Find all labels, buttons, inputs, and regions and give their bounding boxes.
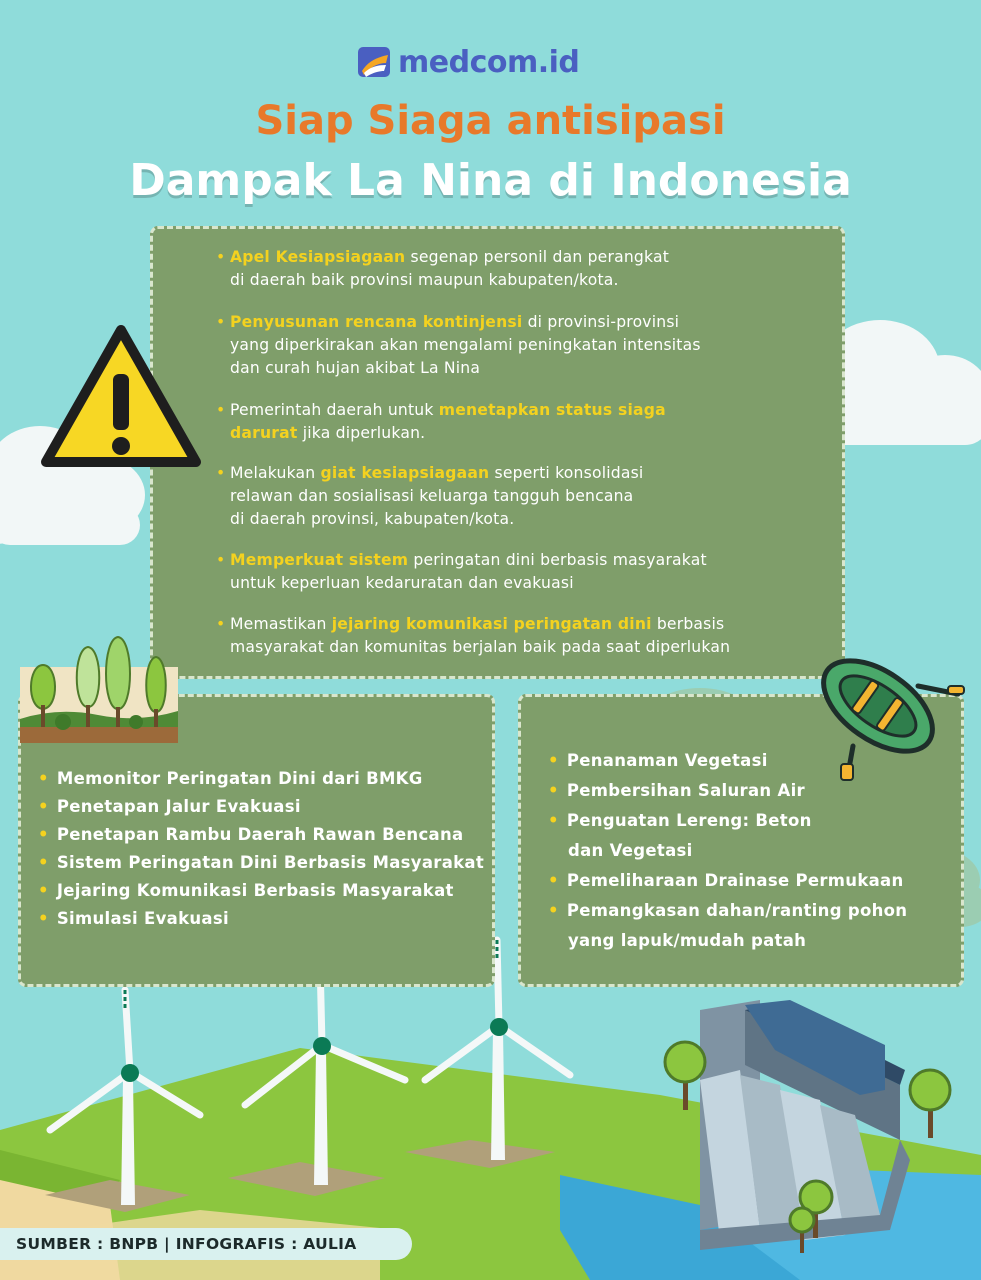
main-list-item-5: • Memperkuat sistem peringatan dini berbasis masyarakat untuk keperluan kedaruratan dan evakuasi	[216, 551, 707, 592]
highlight-text: Penyusunan rencana kontinjensi	[230, 313, 523, 331]
right-list-item: • Penanaman Vegetasi	[548, 751, 768, 770]
highlight-text: darurat	[230, 424, 298, 442]
bullet-icon: •	[548, 901, 559, 920]
main-list-item-4: • Melakukan giat kesiapsiagaan seperti konsolidasi relawan dan sosialisasi keluarga tangguh bencana di daerah provinsi, kabupaten/kota.	[216, 464, 644, 528]
bullet-icon: •	[216, 551, 226, 569]
highlight-text: jejaring komunikasi peringatan dini	[331, 615, 652, 633]
bullet-icon: •	[216, 464, 226, 482]
left-list-item: • Penetapan Rambu Daerah Rawan Bencana	[38, 825, 464, 844]
bullet-icon: •	[548, 751, 559, 770]
right-list-item: • Penguatan Lereng: Beton	[548, 811, 812, 830]
medcom-logo-icon	[356, 45, 392, 79]
bullet-icon: •	[548, 871, 559, 890]
title-line2: Dampak La Nina di Indonesia	[129, 155, 852, 206]
bullet-icon: •	[38, 797, 49, 816]
right-list-item-continued: dan Vegetasi	[568, 841, 693, 860]
left-list-item: • Jejaring Komunikasi Berbasis Masyarakat	[38, 881, 454, 900]
bullet-icon: •	[38, 881, 49, 900]
highlight-text: Apel Kesiapsiagaan	[230, 248, 406, 266]
bullet-icon: •	[216, 615, 226, 633]
highlight-text: giat kesiapsiagaan	[320, 464, 490, 482]
left-list-item: • Simulasi Evakuasi	[38, 909, 229, 928]
logo-text: medcom.id	[398, 44, 580, 80]
highlight-text: menetapkan status siaga	[438, 401, 666, 419]
main-panel	[150, 226, 845, 679]
source-credit: SUMBER : BNPB | INFOGRAFIS : AULIA	[0, 1228, 412, 1260]
right-list-item: • Pemangkasan dahan/ranting pohon	[548, 901, 908, 920]
bullet-icon: •	[548, 781, 559, 800]
bullet-icon: •	[38, 825, 49, 844]
right-list-item: • Pemeliharaan Drainase Permukaan	[548, 871, 904, 890]
warning-icon	[38, 322, 204, 472]
main-list-item-6: • Memastikan jejaring komunikasi peringatan dini berbasis masyarakat dan komunitas berjalan baik pada saat diperlukan	[216, 615, 731, 656]
main-list-item-1: • Apel Kesiapsiagaan segenap personil dan perangkat di daerah baik provinsi maupun kabupaten/kota.	[216, 248, 670, 289]
bullet-icon: •	[216, 401, 226, 419]
main-list-item-2: • Penyusunan rencana kontinjensi di provinsi-provinsi yang diperkirakan akan mengalami peningkatan intensitas dan curah hujan akibat La Nina	[216, 313, 701, 377]
raft-icon	[808, 646, 968, 786]
left-list-item: • Sistem Peringatan Dini Berbasis Masyarakat	[38, 853, 485, 872]
bullet-icon: •	[38, 909, 49, 928]
bullet-icon: •	[216, 313, 226, 331]
bullet-icon: •	[38, 769, 49, 788]
main-list-item-3: • Pemerintah daerah untuk menetapkan status siaga darurat jika diperlukan.	[216, 401, 666, 442]
trees-icon	[18, 627, 180, 745]
bullet-icon: •	[216, 248, 226, 266]
right-list-item-continued: yang lapuk/mudah patah	[568, 931, 807, 950]
medcom-logo	[356, 42, 579, 82]
highlight-text: Memperkuat sistem	[230, 551, 409, 569]
bullet-icon: •	[548, 811, 559, 830]
left-list-item: • Memonitor Peringatan Dini dari BMKG	[38, 769, 423, 788]
right-list-item: • Pembersihan Saluran Air	[548, 781, 805, 800]
left-list-item: • Penetapan Jalur Evakuasi	[38, 797, 301, 816]
title-line1: Siap Siaga antisipasi	[255, 98, 726, 144]
bullet-icon: •	[38, 853, 49, 872]
